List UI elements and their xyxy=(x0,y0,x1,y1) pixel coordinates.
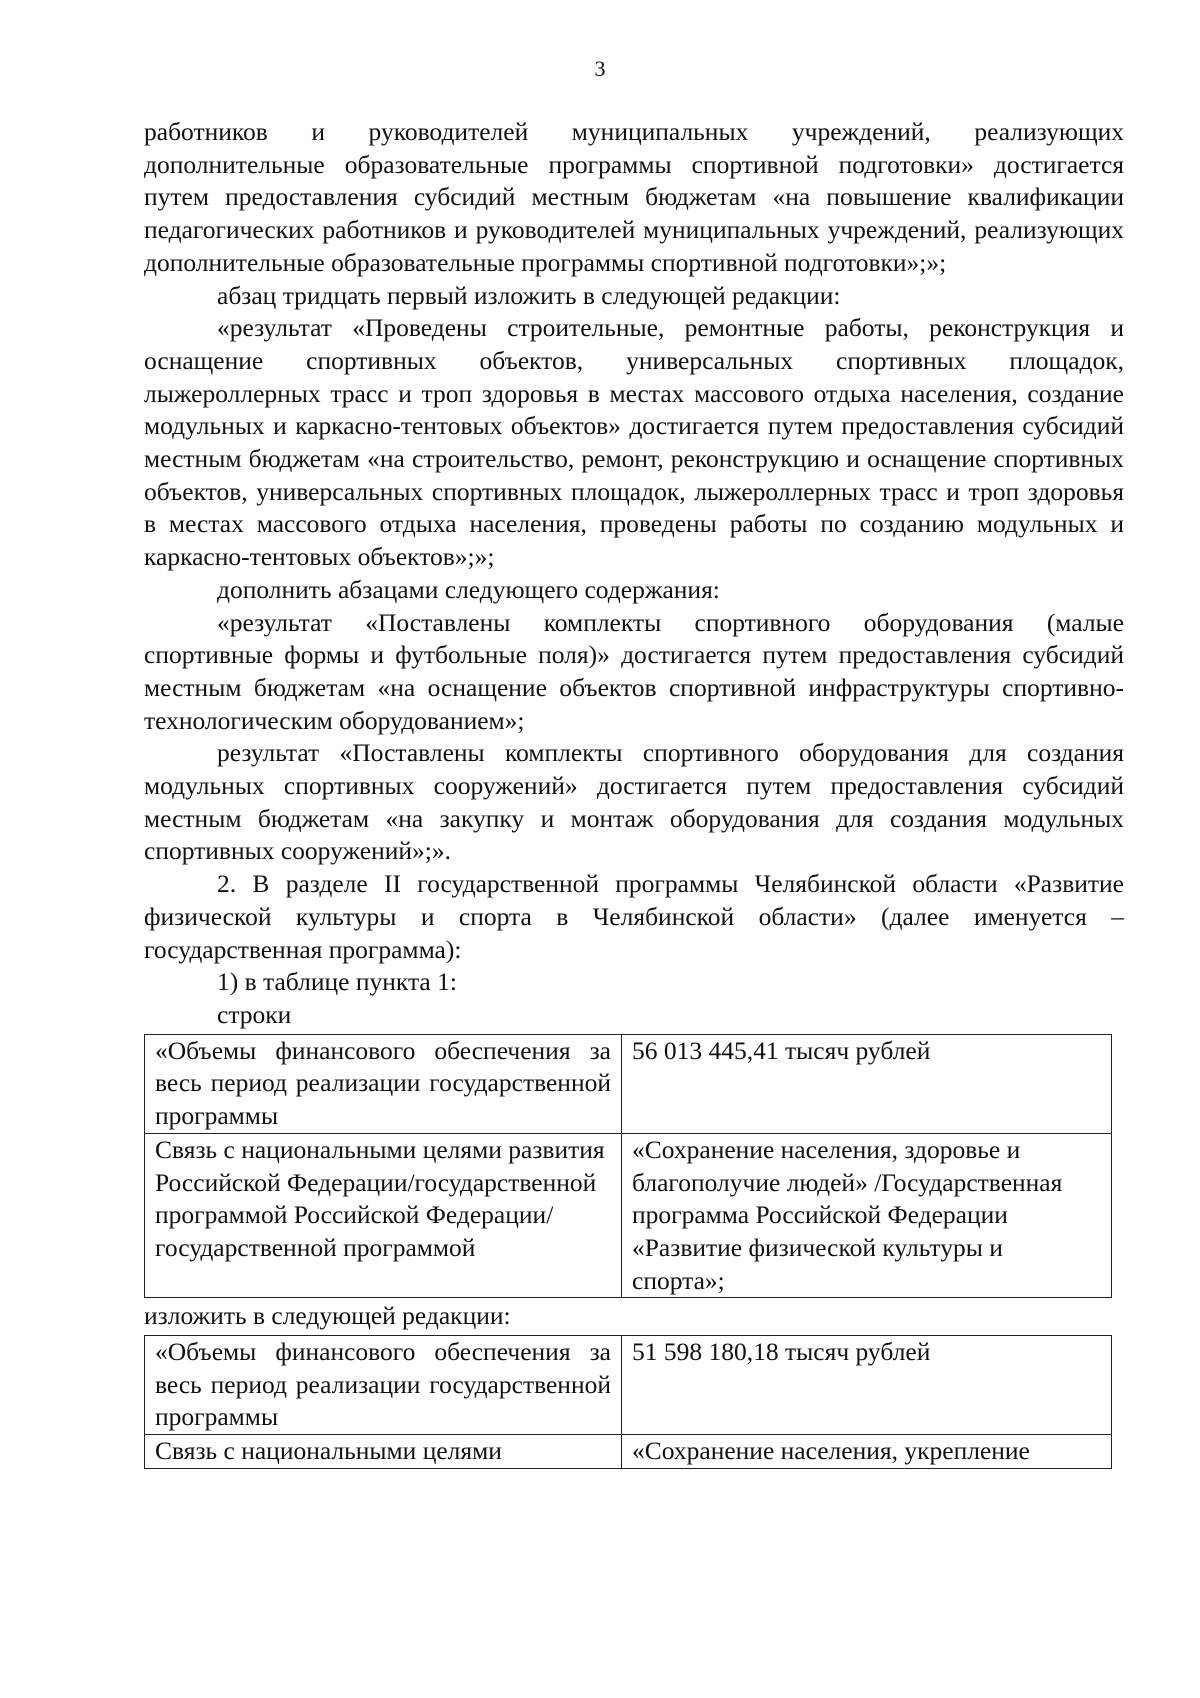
table-cell-label: «Объемы финансового обеспечения за весь период реализации государственной программы xyxy=(145,1034,622,1133)
paragraph-4: дополнить абзацами следующего содержания: xyxy=(217,574,720,604)
paragraph-6: результат «Поставлены комплекты спортивного оборудования для создания модульных спортивных сооружений» достигается путем предоставления субсидий местным бюджетам «на закупку и монтаж оборудования для создания модульных спортивных сооружений»;». xyxy=(144,738,1124,866)
paragraph-2: абзац тридцать первый изложить в следующей редакции: xyxy=(217,280,841,310)
table-cell-value: 56 013 445,41 тысяч рублей xyxy=(622,1034,1112,1133)
between-tables-text: изложить в следующей редакции: xyxy=(144,1301,511,1331)
table-cell-value: «Сохранение населения, здоровье и благополучие людей» /Государственная программа Российской Федерации «Развитие физической культуры и спорта»; xyxy=(622,1133,1112,1298)
table-cell-value: 51 598 180,18 тысяч рублей xyxy=(622,1336,1112,1435)
table-cell-label: Связь с национальными целями развития Российской Федерации/государственной программой Российской Федерации/государственной программой xyxy=(145,1133,622,1298)
table-new-values xyxy=(144,1335,1112,1469)
paragraph-9: строки xyxy=(217,999,292,1029)
paragraph-3: «результат «Проведены строительные, ремонтные работы, реконструкция и оснащение спортивных объектов, универсальных спортивных площадок, лыжероллерных трасс и троп здоровья в местах массового отдыха населения, создание модульных и каркасно-тентовых объектов» достигается путем предоставления субсидий местным бюджетам «на строительство, ремонт, реконструкцию и оснащение спортивных объектов, универсальных спортивных площадок, лыжероллерных трасс и троп здоровья в местах массового отдыха населения, проведены работы по созданию модульных и каркасно-тентовых объектов»;»; xyxy=(144,313,1124,572)
table-row xyxy=(145,1336,1112,1435)
table-cell-label: Связь с национальными целями xyxy=(145,1435,622,1469)
paragraph-7: 2. В разделе II государственной программы Челябинской области «Развитие физической культуры и спорта в Челябинской области» (далее именуется – государственная программа): xyxy=(144,869,1124,964)
table-row xyxy=(145,1435,1112,1469)
table-row xyxy=(145,1034,1112,1133)
table-cell-label: «Объемы финансового обеспечения за весь период реализации государственной программы xyxy=(145,1336,622,1435)
table-row xyxy=(145,1133,1112,1298)
paragraph-1: работников и руководителей муниципальных учреждений, реализующих дополнительные образовательные программы спортивной подготовки» достигается путем предоставления субсидий местным бюджетам «на повышение квалификации педагогических работников и руководителей муниципальных учреждений, реализующих дополнительные образовательные программы спортивной подготовки»;»; xyxy=(144,117,1124,277)
table-cell-value: «Сохранение населения, укрепление xyxy=(622,1435,1112,1469)
document-body xyxy=(144,116,1124,1469)
page-number: 3 xyxy=(594,56,606,81)
paragraph-8: 1) в таблице пункта 1: xyxy=(217,967,457,997)
paragraph-5: «результат «Поставлены комплекты спортивного оборудования (малые спортивные формы и футбольные поля)» достигается путем предоставления субсидий местным бюджетам «на оснащение объектов спортивной инфраструктуры спортивно-технологическим оборудованием»; xyxy=(144,607,1124,735)
table-old-values xyxy=(144,1034,1112,1299)
